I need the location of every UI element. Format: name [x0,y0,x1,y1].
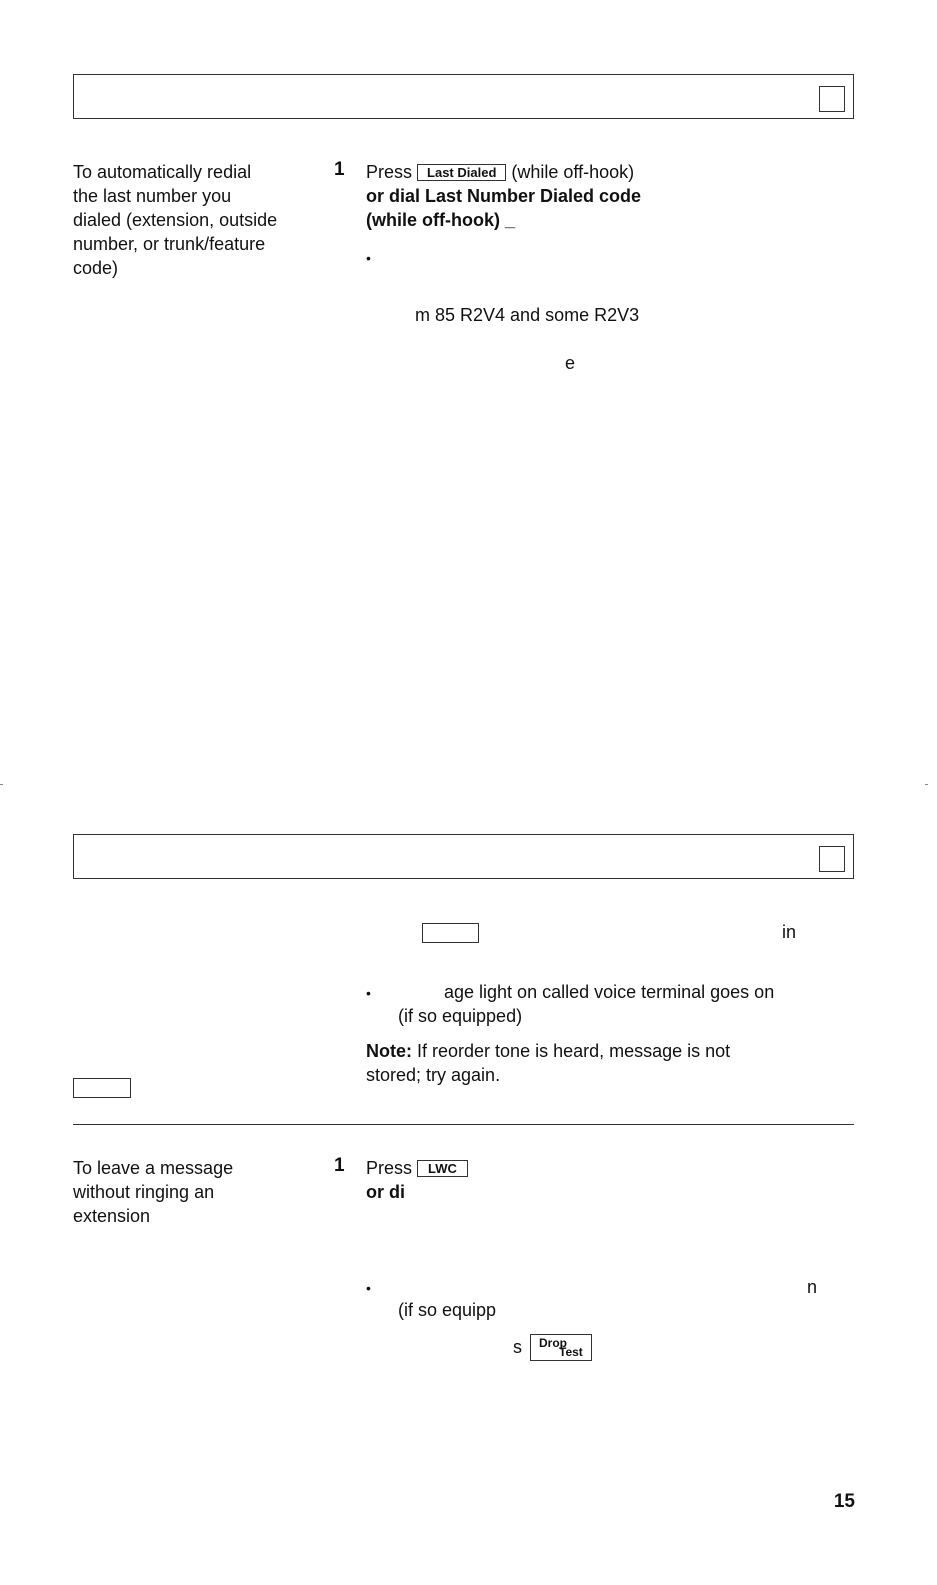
bullet-point: • [366,250,371,266]
section3-desc-line: To leave a message [73,1158,234,1178]
section1-step1-bold-line2 [366,208,515,232]
press-text: Press [366,162,413,182]
message-light-text: age light on called voice terminal goes on [444,982,775,1002]
section3-step1-bold-line: or di [366,1182,405,1202]
section1-desc-line: code) [73,258,119,278]
blank-underscore: _ [505,210,516,230]
bullet-point: • [366,1280,371,1296]
drop-key-label: Drop [539,1336,567,1350]
section1-description [73,160,323,280]
press-text: Press [366,1158,413,1178]
section1-header-box [73,74,854,119]
section1-step1-line1 [366,160,634,184]
section2-header-box [73,834,854,879]
bullet-point: • [366,985,371,1001]
text-fragment: e [565,353,576,373]
edge-mark [925,784,928,785]
note-line2: stored; try again. [366,1065,501,1085]
text-fragment: n [807,1277,818,1297]
note-line1 [366,1039,730,1063]
section3-desc-line: without ringing an [73,1182,215,1202]
section1-desc-line: number, or trunk/feature [73,234,266,254]
equipped-fragment: (if so equipp [398,1300,497,1320]
section3-step1-line1 [366,1156,468,1180]
text-fragment: m 85 R2V4 and some R2V3 [415,305,640,325]
blank-key-box [73,1078,131,1098]
section3-description [73,1156,323,1228]
bold-text: (while off-hook) [366,210,500,230]
blank-key-box [422,923,479,943]
section2-checkbox [819,846,845,872]
step-number: 1 [334,159,345,180]
section1-step1-bold-line1: or dial Last Number Dialed code [366,186,642,206]
section1-desc-line: dialed (extension, outside [73,210,278,230]
note-label: Note: [366,1041,412,1061]
step-number: 1 [334,1155,345,1176]
drop-test-key [530,1334,592,1361]
text-fragment: in [782,922,797,942]
section1-checkbox [819,86,845,112]
section1-desc-line: To automatically redial [73,162,252,182]
section3-desc-line: extension [73,1206,151,1226]
last-dialed-key: Last Dialed [417,164,506,181]
edge-mark [0,784,3,785]
text-fragment: s [513,1337,522,1357]
test-key-label: Test [559,1345,583,1359]
message-light-text-2: (if so equipped) [398,1006,523,1026]
lwc-key: LWC [417,1160,468,1177]
page-number: 15 [833,1491,855,1512]
section1-desc-line: the last number you [73,186,232,206]
section-divider [73,1124,854,1125]
note-text: If reorder tone is heard, message is not [417,1041,731,1061]
step-qualifier: (while off-hook) [511,162,635,182]
